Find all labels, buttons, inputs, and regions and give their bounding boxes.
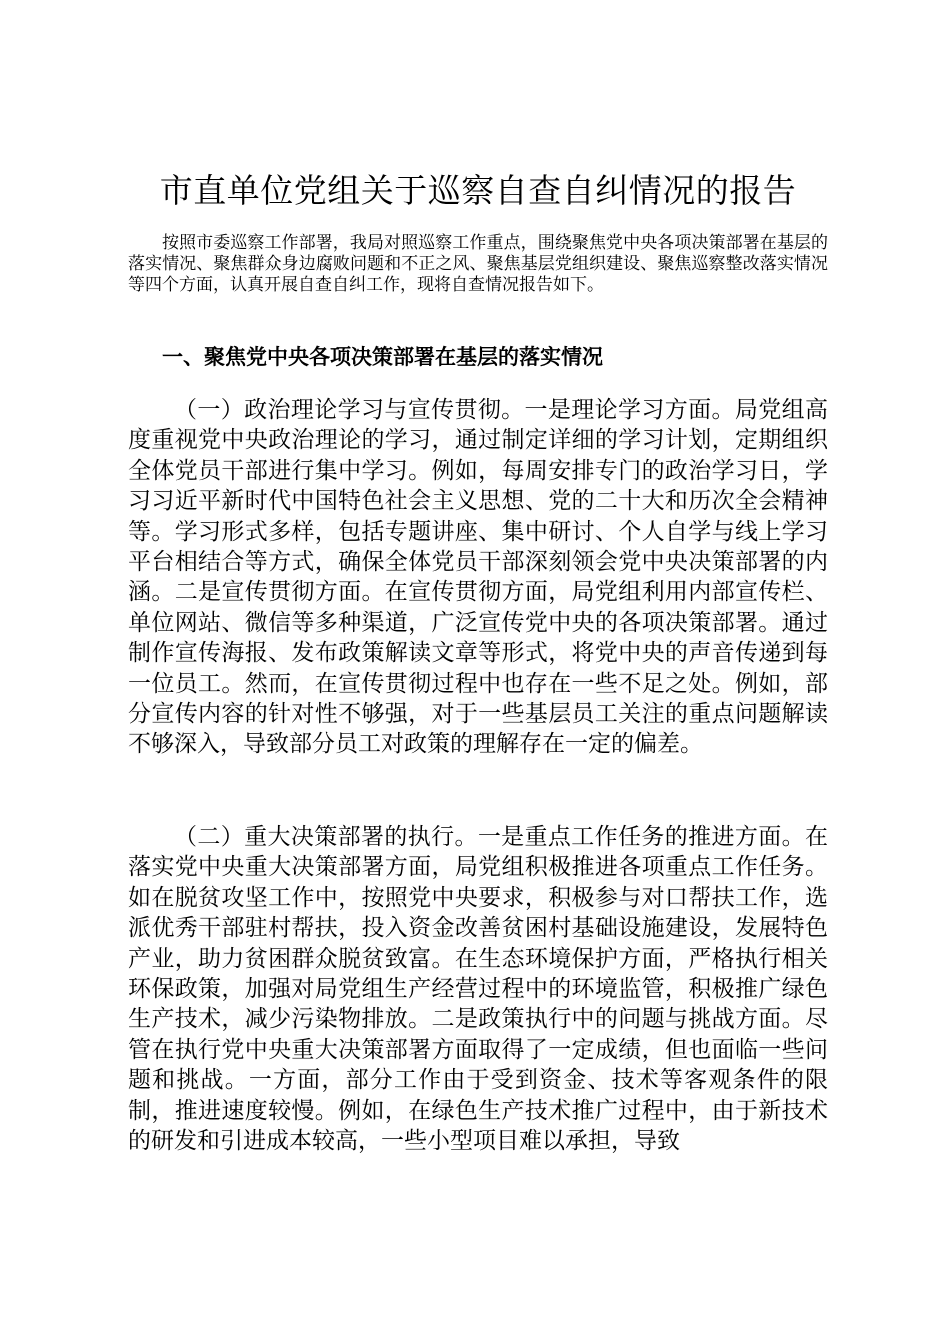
section-heading: 一、聚焦党中央各项决策部署在基层的落实情况	[162, 345, 603, 369]
body-paragraph-2: （二）重大决策部署的执行。一是重点工作任务的推进方面。在落实党中央重大决策部署方面，局党组积极推进各项重点工作任务。如在脱贫攻坚工作中，按照党中央要求，积极参与对口帮扶工作，选派优秀干部驻村帮扶，投入资金改善贫困村基础设施建设，发展特色产业，助力贫困群众脱贫致富。在生态环境保护方面，严格执行相关环保政策，加强对局党组生产经营过程中的环境监管，积极推广绿色生产技术，减少污染物排放。二是政策执行中的问题与挑战方面。尽管在执行党中央重大决策部署方面取得了一定成绩，但也面临一些问题和挑战。一方面，部分工作由于受到资金、技术等客观条件的限制，推进速度较慢。例如，在绿色生产技术推广过程中，由于新技术的研发和引进成本较高，一些小型项目难以承担，导致	[128, 824, 828, 1155]
intro-paragraph: 按照市委巡察工作部署，我局对照巡察工作重点，围绕聚焦党中央各项决策部署在基层的落实情况、聚焦群众身边腐败问题和不正之风、聚焦基层党组织建设、聚焦巡察整改落实情况等四个方面，认真开展自查自纠工作，现将自查情况报告如下。	[128, 233, 828, 295]
document-title: 市直单位党组关于巡察自查自纠情况的报告	[159, 171, 797, 210]
body-paragraph-1: （一）政治理论学习与宣传贯彻。一是理论学习方面。局党组高度重视党中央政治理论的学习，通过制定详细的学习计划，定期组织全体党员干部进行集中学习。例如，每周安排专门的政治学习日，学习习近平新时代中国特色社会主义思想、党的二十大和历次全会精神等。学习形式多样，包括专题讲座、集中研讨、个人自学与线上学习平台相结合等方式，确保全体党员干部深刻领会党中央决策部署的内涵。二是宣传贯彻方面。在宣传贯彻方面，局党组利用内部宣传栏、单位网站、微信等多种渠道，广泛宣传党中央的各项决策部署。通过制作宣传海报、发布政策解读文章等形式，将党中央的声音传递到每一位员工。然而，在宣传贯彻过程中也存在一些不足之处。例如，部分宣传内容的针对性不够强，对于一些基层员工关注的重点问题解读不够深入，导致部分员工对政策的理解存在一定的偏差。	[128, 397, 828, 758]
